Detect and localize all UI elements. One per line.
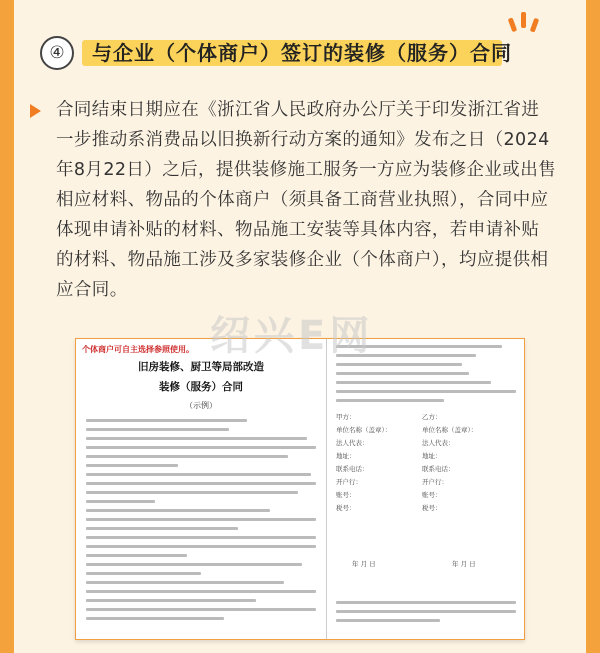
- contract-heading-2: 装修（服务）合同: [159, 381, 243, 393]
- section-header: [40, 34, 510, 70]
- contract-body-text: [86, 419, 316, 626]
- body-paragraph: [56, 95, 556, 305]
- contract-left-page: [76, 339, 327, 639]
- right-border: [586, 0, 600, 653]
- watermark: 绍兴E网: [210, 313, 374, 359]
- party-b-column: 乙方： 单位名称（盖章）： 法人代表： 地址： 联系电话： 开户行： 账号： 税号：: [422, 413, 478, 512]
- party-a-column: 甲方： 单位名称（盖章）： 法人代表： 地址： 联系电话： 开户行： 账号： 税号：: [336, 413, 392, 512]
- contract-document-image: [75, 338, 525, 640]
- section-title: 与企业（个体商户）签订的装修（服务）合同: [92, 41, 512, 65]
- contract-heading-3: （示例）: [185, 401, 217, 410]
- left-border: [0, 0, 14, 653]
- paragraph-text: 合同结束日期应在《浙江省人民政府办公厅关于印发浙江省进一步推动系消费品以旧换新行动方案的通知》发布之日（2024年8月22日）之后，提供装修施工服务一方应为装修企业或出售相应材料、物品的个体商户（须具备工商营业执照），合同中应体现申请补贴的材料、物品施工安装等具体内容，若申请补贴的材料、物品施工涉及多家装修企业（个体商户），均应提供相应合同。: [56, 100, 556, 300]
- contract-footnote: [336, 601, 516, 628]
- signature-block: [336, 411, 516, 515]
- red-note: 个体商户可自主选择参照使用。: [82, 345, 194, 354]
- contract-heading-1: 旧房装修、厨卫等局部改造: [138, 361, 264, 373]
- contract-right-page: 甲方： 单位名称（盖章）： 法人代表： 地址： 联系电话： 开户行： 账号： 税号： 乙方： 单位名称（盖章）： 法人代表： 地址： 联系电话： 开户行： 账号： 税号： 年 月 日 年 月 日: [326, 339, 524, 639]
- section-number: ④: [40, 36, 74, 70]
- triangle-bullet-icon: [30, 104, 41, 118]
